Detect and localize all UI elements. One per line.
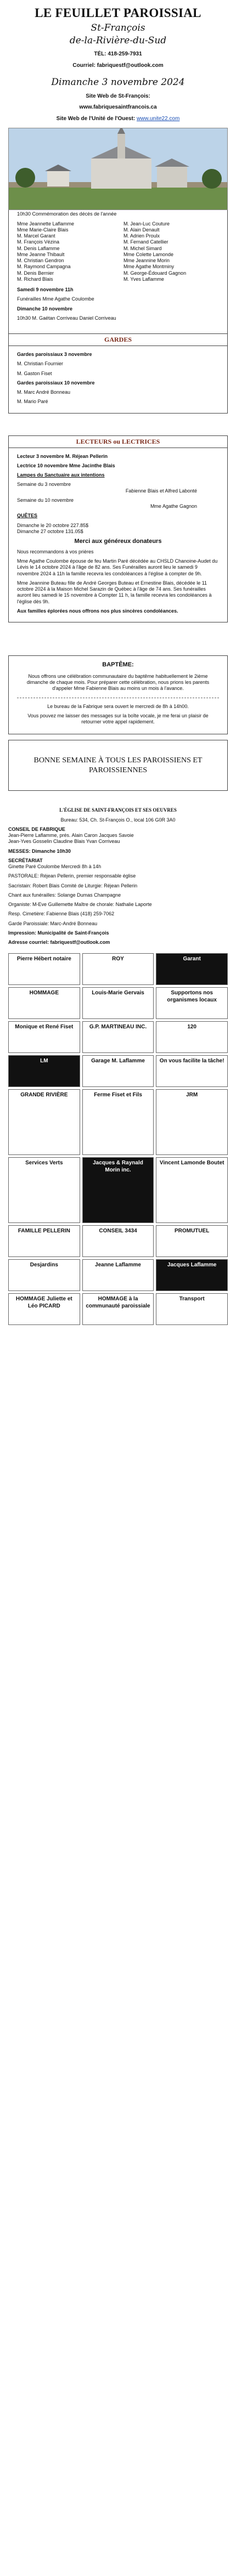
sponsor-ad-text: Services Verts <box>25 1160 63 1167</box>
gardes-2-name-a: M. Marc André Bonneau <box>17 389 71 395</box>
quete-1: Dimanche le 20 octobre 227.85$ <box>17 522 89 528</box>
conseil-heading: CONSEIL DE FABRIQUE <box>8 826 65 832</box>
sponsor-ad-text: HOMMAGE à la communauté paroissiale <box>86 1296 150 1309</box>
impression: Impression: Municipalité de Saint-François <box>8 930 109 936</box>
messes-time: MESSES: Dimanche 10h30 <box>8 848 71 854</box>
staff-addr: Bureau: 534, Ch. St-François O., local 106 G0R 3A0 <box>60 817 176 823</box>
staff-heading: L'ÉGLISE DE SAINT-FRANÇOIS ET SES OEUVRES <box>59 807 177 813</box>
deceased-name: M. Raymond Campagna <box>17 264 71 270</box>
sponsor-ad-text: G.P. MARTINEAU INC. <box>89 1024 147 1031</box>
sponsor-ad-text: On vous facilite la tâche! <box>159 1058 224 1065</box>
mass-text-2: Funérailles Mme Agathe Coulombe <box>17 296 94 302</box>
deceased-name: M. Michel Simard <box>123 245 162 251</box>
parish-name-line2: de-la-Rivière-du-Sud <box>69 35 167 46</box>
deceased-name: M. Adrien Proulx <box>123 233 160 239</box>
sponsor-ad-text: Pierre Hébert notaire <box>16 956 71 963</box>
sponsor-ad <box>8 1055 80 1087</box>
sponsor-ad <box>82 1055 154 1087</box>
merci-donateurs: Merci aux généreux donateurs <box>74 538 162 545</box>
bapteme-text: Nous offrons une célébration communautaire du baptême habituellement le 2ième dimanche de chaque mois. Pour préparer cette célébration, nous prions les parents d'appeler Mme Fabienne Blais au moins un mois à l'avance. <box>26 673 210 692</box>
sponsor-ad <box>156 1055 228 1087</box>
sponsor-ad <box>82 1293 154 1325</box>
sponsor-ad <box>82 1089 154 1155</box>
deceased-name: M. Denis Laflamme <box>17 245 60 251</box>
sponsor-ad <box>8 1089 80 1155</box>
gardes-1: Gardes paroissiaux 3 novembre <box>17 352 92 357</box>
deceased-name: M. Alain Denault <box>123 227 160 233</box>
sponsor-ad <box>82 953 154 985</box>
deceased-name: M. George-Édouard Gagnon <box>123 270 187 276</box>
pastorale: PASTORALE: Réjean Pellerin, premier responsable église <box>8 873 136 879</box>
sponsor-ad-text: HOMMAGE Juliette et Léo PICARD <box>15 1296 72 1309</box>
sponsor-ad <box>82 987 154 1019</box>
sponsor-ad-text: LM <box>40 1058 48 1065</box>
sponsor-ad <box>82 1259 154 1291</box>
sponsor-ad-text: Desjardins <box>30 1262 58 1269</box>
condoleances-3: Aux familles éplorées nous offrons nos plus sincères condoléances. <box>17 608 178 614</box>
bulletin-title: LE FEUILLET PAROISSIAL <box>35 6 201 20</box>
sponsor-ad <box>82 1157 154 1223</box>
deceased-name: M. François Vézina <box>17 239 60 245</box>
bonne-semaine: BONNE SEMAINE À TOUS LES PAROISSIENS ET PAROISSIENNES <box>8 740 228 791</box>
deceased-name: Mme Jeannette Laflamme <box>17 220 75 227</box>
sponsor-ad <box>8 1259 80 1291</box>
bapteme-box <box>8 655 228 734</box>
garde-paroissiale: Garde Paroissiale: Marc-André Bonneau <box>8 920 98 926</box>
ads-grid <box>8 953 228 1325</box>
conseil-1: Jean-Pierre Laflamme, prés. Alain Caron Jacques Savoie <box>8 833 134 838</box>
sponsor-ad-text: 120 <box>187 1024 196 1031</box>
sponsor-ad <box>156 1293 228 1325</box>
web-unit-link[interactable]: www.unite22.com <box>136 115 180 122</box>
church-photo <box>8 128 228 210</box>
sponsor-ad-text: JRM <box>186 1092 198 1099</box>
mass-names <box>17 221 219 283</box>
deceased-name: M. Fernand Catellier <box>123 239 168 245</box>
sponsor-ad <box>8 953 80 985</box>
lampes-1: Semaine du 3 novembre <box>17 482 71 488</box>
gardes-2-name-b: M. Mario Paré <box>17 399 48 405</box>
sponsor-ad <box>8 1157 80 1223</box>
sponsor-ad-text: Jacques & Raynald Morin inc. <box>93 1160 143 1173</box>
deceased-name: M. Marcel Garant <box>17 233 55 239</box>
sponsor-ad-text: Garage M. Laflamme <box>91 1058 145 1065</box>
sponsor-ad <box>8 1225 80 1257</box>
lampes-2: Semaine du 10 novembre <box>17 497 74 503</box>
quete-2: Dimanche 27 octobre 131.05$ <box>17 528 83 534</box>
sponsor-ad <box>156 1157 228 1223</box>
lampes-1b: Fabienne Blais et Alfred Labonté <box>125 488 197 494</box>
deceased-name: M. Richard Blais <box>17 276 53 282</box>
sponsor-ad-text: PROMUTUEL <box>174 1228 210 1235</box>
conseil-2: Jean-Yves Gosselin Claudine Blais Yvan Corriveau <box>8 839 120 845</box>
sponsor-ad <box>8 987 80 1019</box>
sponsor-ad <box>156 987 228 1019</box>
condoleances-2: Mme Jeannine Buteau fille de André Georges Buteau et Ernestine Blais, décédée le 11 octobre 2024 à la Maison Michel Sarazin de Québec à l'âge de 74 ans. Ses funérailles auront lieu samedi le 15 novembre à Compter 11 h, la famille recevra les condoléances à l'église dès 9h. <box>17 580 212 604</box>
web-unit-label: Site Web de l'Unité de l'Ouest: <box>56 115 136 122</box>
secretariat-heading: SECRÉTARIAT <box>8 857 43 863</box>
organiste: Organiste: M-Eve Guillemette Maître de chorale: Nathalie Laporte <box>8 902 152 907</box>
sponsor-ad-text: ROY <box>112 956 124 963</box>
mass-text-3: 10h30 M. Gaétan Corriveau Daniel Corriveau <box>17 315 116 321</box>
sponsor-ad <box>156 953 228 985</box>
sponsor-ad-text: Louis-Marie Gervais <box>92 990 144 997</box>
sponsor-ad <box>8 1293 80 1325</box>
sponsor-ad <box>8 1021 80 1053</box>
lampes-2b: Mme Agathe Gagnon <box>150 503 197 509</box>
deceased-name: M. Denis Bernier <box>17 270 54 276</box>
sponsor-ad-text: Transport <box>179 1296 205 1303</box>
sponsor-ad <box>156 1089 228 1155</box>
mass-text-1: 10h30 Commémoration des décès de l'année <box>17 211 117 217</box>
bapteme-heading: BAPTÊME: <box>102 661 134 668</box>
gardes-1-name-b: M. Gaston Fiset <box>17 370 52 376</box>
voicemail-note: Vous pouvez me laisser des messages sur la boîte vocale, je me ferai un plaisir de retourner votre appel rapidement. <box>27 712 209 724</box>
lampes-title: Lampes du Sanctuaire aux intentions <box>17 472 105 478</box>
bulletin-date: Dimanche 3 novembre 2024 <box>51 77 185 88</box>
gardes-1-name-a: M. Christian Fournier <box>17 361 64 367</box>
sponsor-ad-text: Jeanne Laflamme <box>95 1262 141 1269</box>
sponsor-ad-text: Ferme Fiset et Fils <box>94 1092 142 1099</box>
deceased-name: Mme Agathe Montminy <box>123 264 175 270</box>
sacristain: Sacristain: Robert Blais Comité de Liturgie: Réjean Pellerin <box>8 882 138 888</box>
sponsor-ad <box>156 1225 228 1257</box>
lecteur-2: Lectrice 10 novembre Mme Jacinthe Blais <box>17 462 115 468</box>
mass-date-2: Samedi 9 novembre 11h <box>17 287 74 292</box>
cimetiere: Resp. Cimetière: Fabienne Blais (418) 259-7062 <box>8 911 115 917</box>
sponsor-ad-text: GRANDE RIVIÈRE <box>20 1092 68 1099</box>
mass-date-3: Dimanche 10 novembre <box>17 305 73 312</box>
gardes-2: Gardes paroissiaux 10 novembre <box>17 380 95 386</box>
header <box>0 0 236 173</box>
sponsor-ad <box>156 1259 228 1291</box>
web-url[interactable]: www.fabriquesaintfrancois.ca <box>79 104 157 110</box>
deceased-name: Mme Jeannine Morin <box>123 258 170 263</box>
deceased-name: M. Jean-Luc Couture <box>123 220 170 227</box>
deceased-name: M. Christian Gendron <box>17 258 64 263</box>
sponsor-ad-text: Supportons nos organismes locaux <box>167 990 217 1003</box>
web-label: Site Web de St-François: <box>86 93 150 99</box>
mass-names-right <box>123 221 219 283</box>
web-unit <box>0 116 236 123</box>
deceased-name: Mme Marie-Claire Blais <box>17 227 69 233</box>
sponsor-ad-text: CONSEIL 3434 <box>99 1228 137 1235</box>
deceased-name: Mme Jeanne Thibault <box>17 251 65 257</box>
church-photo-svg <box>9 128 228 210</box>
sponsor-ad-text: HOMMAGE <box>29 990 59 997</box>
deceased-name: M. Yves Laflamme <box>123 276 164 282</box>
sponsor-ad-text: Monique et René Fiset <box>15 1024 74 1031</box>
condoleances-intro: Nous recommandons à vos prières <box>17 548 94 554</box>
secretariat-text: Ginette Paré Coulombe Mercredi 8h à 14h <box>8 864 102 869</box>
lecteurs-box <box>8 435 228 623</box>
sponsor-ad-text: FAMILLE PELLERIN <box>18 1228 70 1235</box>
sponsor-ad <box>156 1021 228 1053</box>
staff-section <box>8 807 228 946</box>
parish-name: St-François <box>91 22 145 33</box>
condoleances-1: Mme Agathe Coulombe épouse de feu Martin Paré décédée au CHSLD Chanoine-Audet du Lévis le 14 octobre 2024 à l'âge de 82 ans. Ses Funérailles auront lieu le samedi 9 novembre 2024 à 11h la famille recevra les condoléances à l'église à compter de 9h. <box>17 558 218 576</box>
lecteurs-heading: LECTEURS ou LECTRICES <box>9 436 227 448</box>
sponsor-ad-text: Garant <box>183 956 201 963</box>
sponsor-ad <box>82 1225 154 1257</box>
sponsor-ad-text: Jacques Laflamme <box>167 1262 217 1269</box>
phone: TÉL: 418-259-7931 <box>94 51 142 58</box>
mass-names-left <box>17 221 113 283</box>
main-box <box>8 184 228 414</box>
deceased-name: Mme Colette Lamonde <box>123 251 174 257</box>
sponsor-ad-text: Vincent Lamonde Boutet <box>159 1160 224 1167</box>
email: Courriel: fabriquestf@outlook.com <box>72 62 164 69</box>
lecteur-1: Lecteur 3 novembre M. Réjean Pellerin <box>17 453 108 459</box>
sponsor-ad <box>82 1021 154 1053</box>
courriel: Adresse courriel: fabriquestf@outlook.com <box>8 939 110 945</box>
bureau-hours: Le bureau de la Fabrique sera ouvert le mercredi de 8h à 14h00. <box>47 703 189 709</box>
quetes-title: QUÊTES <box>17 513 38 519</box>
chant: Chant aux funérailles: Solange Dumas Champagne <box>8 892 121 898</box>
gardes-heading: GARDES <box>9 333 227 346</box>
